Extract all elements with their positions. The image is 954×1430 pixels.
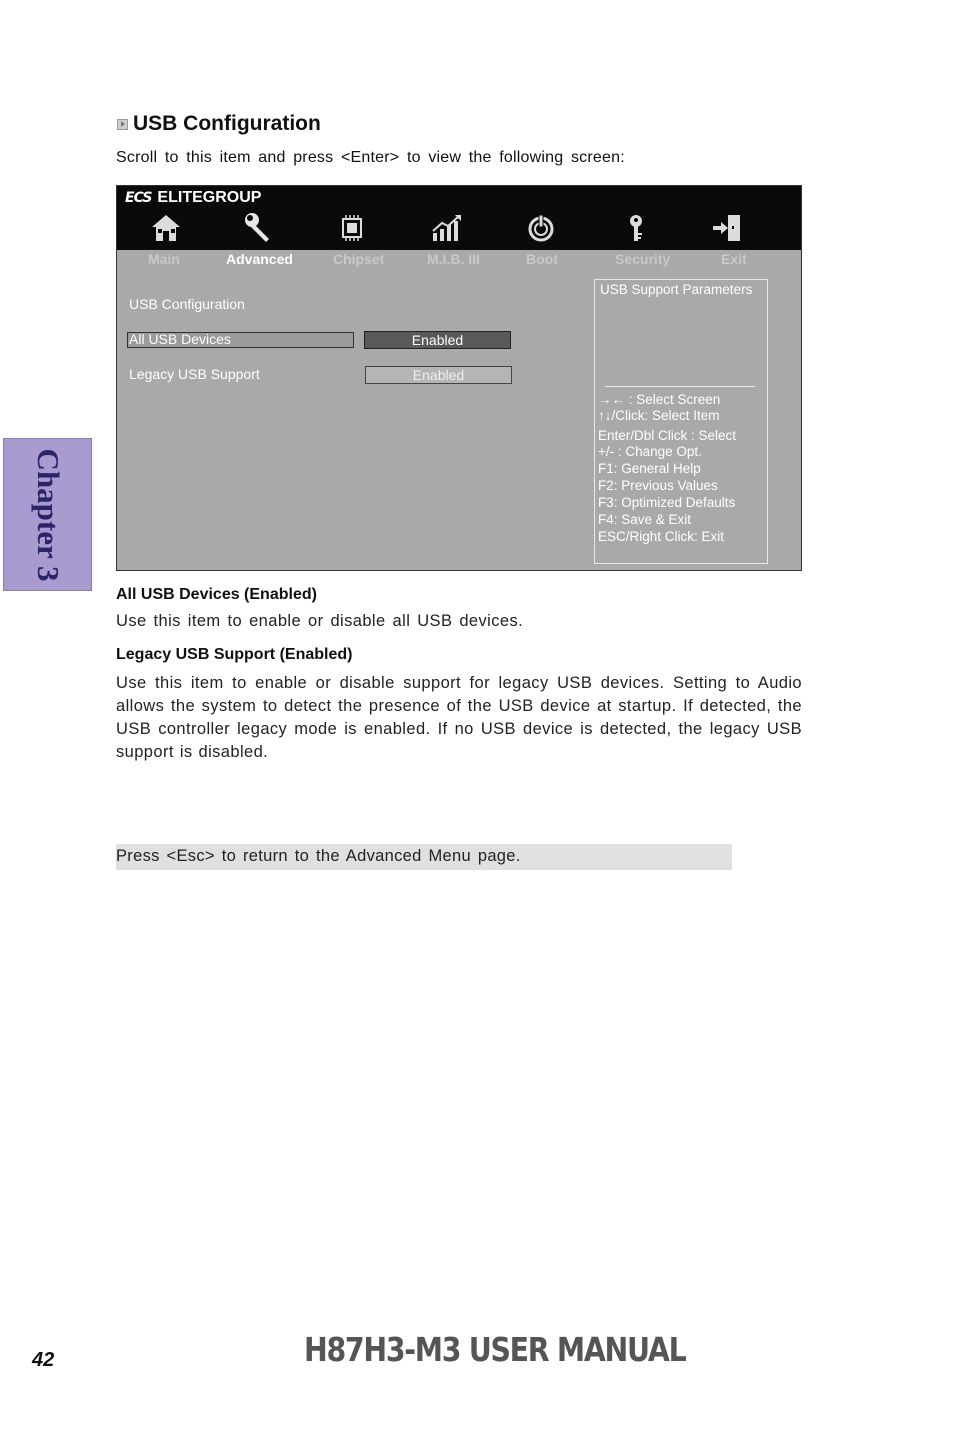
help-line: F3: Optimized Defaults (598, 495, 736, 510)
wrench-icon[interactable] (242, 211, 276, 245)
tab-chipset[interactable]: Chipset (333, 251, 385, 267)
legacy-usb-support-label[interactable]: Legacy USB Support (129, 366, 260, 382)
power-icon[interactable] (524, 211, 558, 245)
all-usb-devices-label[interactable]: All USB Devices (129, 331, 231, 347)
all-usb-devices-description: Use this item to enable or disable all USB devices. (116, 612, 524, 630)
help-divider (605, 386, 755, 387)
tab-boot[interactable]: Boot (526, 251, 558, 267)
bios-menu-title: USB Configuration (129, 296, 245, 312)
help-title: USB Support Parameters (600, 282, 753, 297)
legacy-usb-support-heading: Legacy USB Support (Enabled) (116, 646, 353, 663)
all-usb-devices-heading: All USB Devices (Enabled) (116, 586, 317, 603)
tab-exit[interactable]: Exit (721, 251, 747, 267)
bios-brand (125, 189, 261, 207)
help-line: F2: Previous Values (598, 478, 718, 493)
legacy-usb-support-value[interactable]: Enabled (365, 366, 512, 384)
all-usb-devices-value[interactable]: Enabled (364, 331, 511, 349)
help-line: ↑↓/Click: Select Item (598, 408, 720, 423)
bios-brand-name: ELITEGROUP (157, 189, 262, 206)
tab-mib[interactable]: M.I.B. III (427, 251, 480, 267)
tab-main[interactable]: Main (148, 251, 180, 267)
legacy-usb-support-description: Use this item to enable or disable support for legacy USB devices. Setting to Audio allows the system to detect the presence of the USB device at startup. If detected, the USB controller legacy mode is enabled. If no USB device is detected, the legacy USB support is disabled. (116, 674, 802, 761)
help-line: F1: General Help (598, 461, 701, 476)
exit-icon[interactable] (711, 211, 745, 245)
bios-screen (116, 185, 802, 571)
chip-icon[interactable] (335, 211, 369, 245)
help-line: →← : Select Screen (598, 392, 721, 407)
tab-advanced[interactable]: Advanced (226, 251, 293, 267)
manual-title: H87H3-M3 USER MANUAL (304, 1330, 686, 1369)
bios-header-bar (117, 186, 801, 250)
tab-security[interactable]: Security (615, 251, 671, 267)
home-icon[interactable] (149, 211, 183, 245)
help-line: ESC/Right Click: Exit (598, 529, 725, 544)
help-line: Enter/Dbl Click : Select (598, 428, 737, 443)
chapter-tab (3, 438, 92, 591)
section-bullet-icon (117, 119, 128, 130)
esc-note: Press <Esc> to return to the Advanced Menu page. (116, 844, 732, 870)
chart-icon[interactable] (430, 211, 464, 245)
help-line: +/- : Change Opt. (598, 444, 702, 459)
section-title: USB Configuration (133, 112, 321, 135)
page-number: 42 (32, 1349, 55, 1371)
help-panel (594, 279, 768, 564)
help-line: F4: Save & Exit (598, 512, 692, 527)
key-icon[interactable] (619, 211, 653, 245)
ecs-logo-icon: ECS (125, 190, 152, 206)
intro-text: Scroll to this item and press <Enter> to view the following screen: (116, 149, 625, 166)
chapter-label: Chapter 3 (31, 448, 66, 582)
